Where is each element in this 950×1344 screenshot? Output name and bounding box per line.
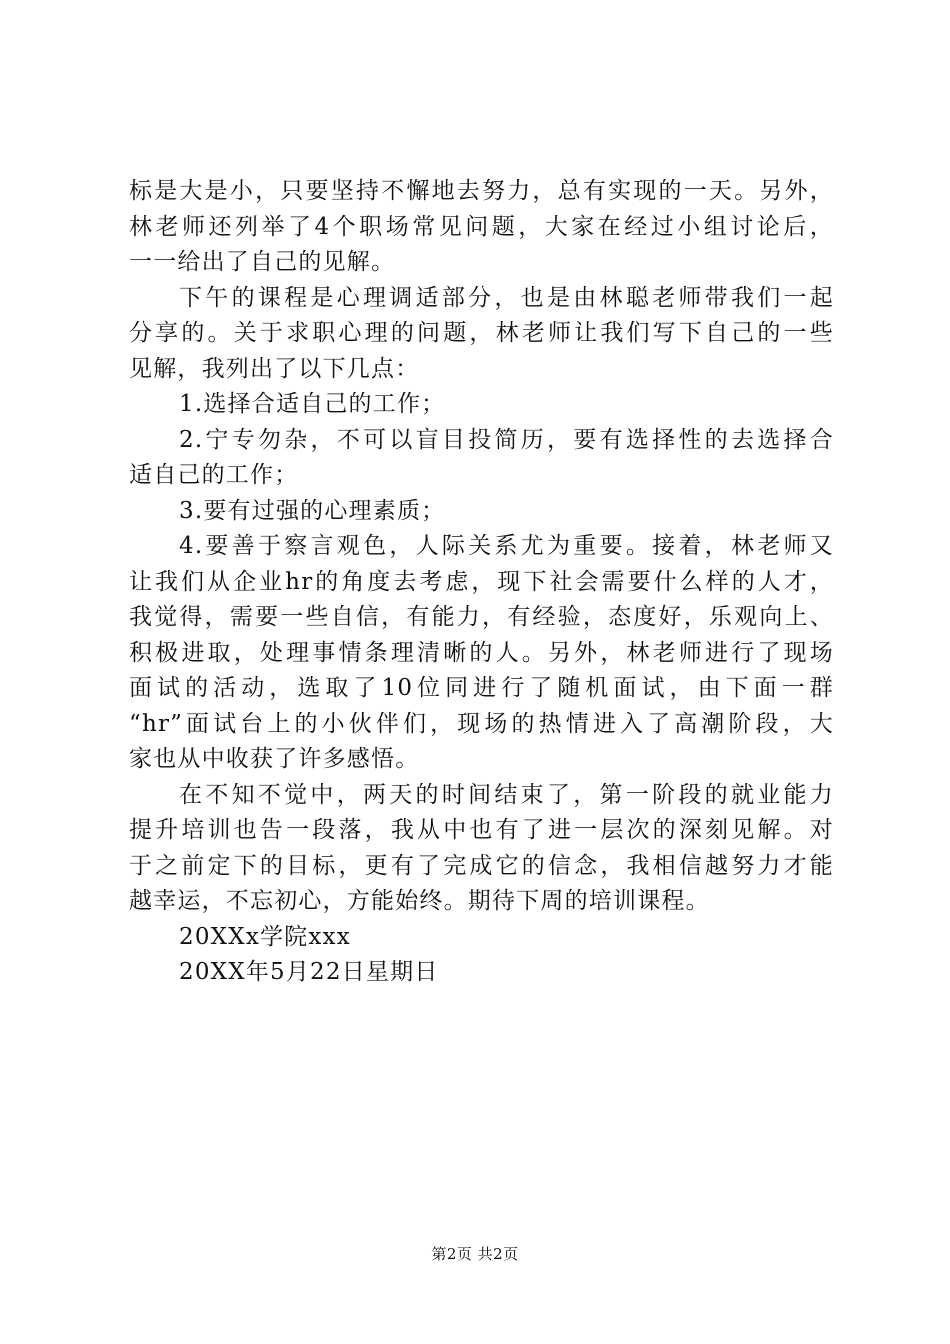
text-line: 积极进取，处理事情条理清晰的人。另外，林老师进行了现场 <box>129 639 834 666</box>
text-line: 下午的课程是心理调适部分，也是由林聪老师带我们一起 <box>179 284 834 311</box>
signature-line: 20XXx学院xxx <box>179 923 351 950</box>
page-number-footer: 第2页 共2页 <box>431 1245 519 1263</box>
text-line: 提升培训也告一段落，我从中也有了进一层次的深刻见解。对 <box>129 817 834 843</box>
text-line: 越幸运，不忘初心，方能始终。期待下周的培训课程。 <box>129 888 710 914</box>
document-body <box>129 174 834 991</box>
text-line: 标是大是小，只要坚持不懈地去努力，总有实现的一天。另外， <box>129 178 834 204</box>
text-line: 让我们从企业hr的角度去考虑，现下社会需要什么样的人才， <box>129 568 834 595</box>
list-item: 1.选择合适自己的工作； <box>179 391 446 417</box>
list-item: 3.要有过强的心理素质； <box>179 497 446 524</box>
text-line: 林老师还列举了4个职场常见问题，大家在经过小组讨论后， <box>129 213 834 240</box>
text-line: 我觉得，需要一些自信，有能力，有经验，态度好，乐观向上、 <box>129 604 834 630</box>
list-item: 4.要善于察言观色，人际关系尤为重要。接着，林老师又 <box>179 533 834 559</box>
text-line: 见解，我列出了以下几点： <box>129 355 420 382</box>
text-line: 分享的。关于求职心理的问题，林老师让我们写下自己的一些 <box>129 320 834 346</box>
text-line: 于之前定下的目标，更有了完成它的信念，我相信越努力才能 <box>129 852 834 879</box>
text-line: “hr”面试台上的小伙伴们，现场的热情进入了高潮阶段，大 <box>129 710 834 737</box>
text-line: 面试的活动，选取了10位同进行了随机面试，由下面一群 <box>129 675 834 701</box>
text-line: 适自己的工作； <box>129 462 299 488</box>
list-item: 2.宁专勿杂，不可以盲目投简历，要有选择性的去选择合 <box>179 426 834 453</box>
date-line: 20XX年5月22日星期日 <box>179 959 439 985</box>
text-line: 在不知不觉中，两天的时间结束了，第一阶段的就业能力 <box>179 781 834 808</box>
text-line: 家也从中收获了许多感悟。 <box>129 746 420 772</box>
text-line: 一一给出了自己的见解。 <box>129 249 396 275</box>
